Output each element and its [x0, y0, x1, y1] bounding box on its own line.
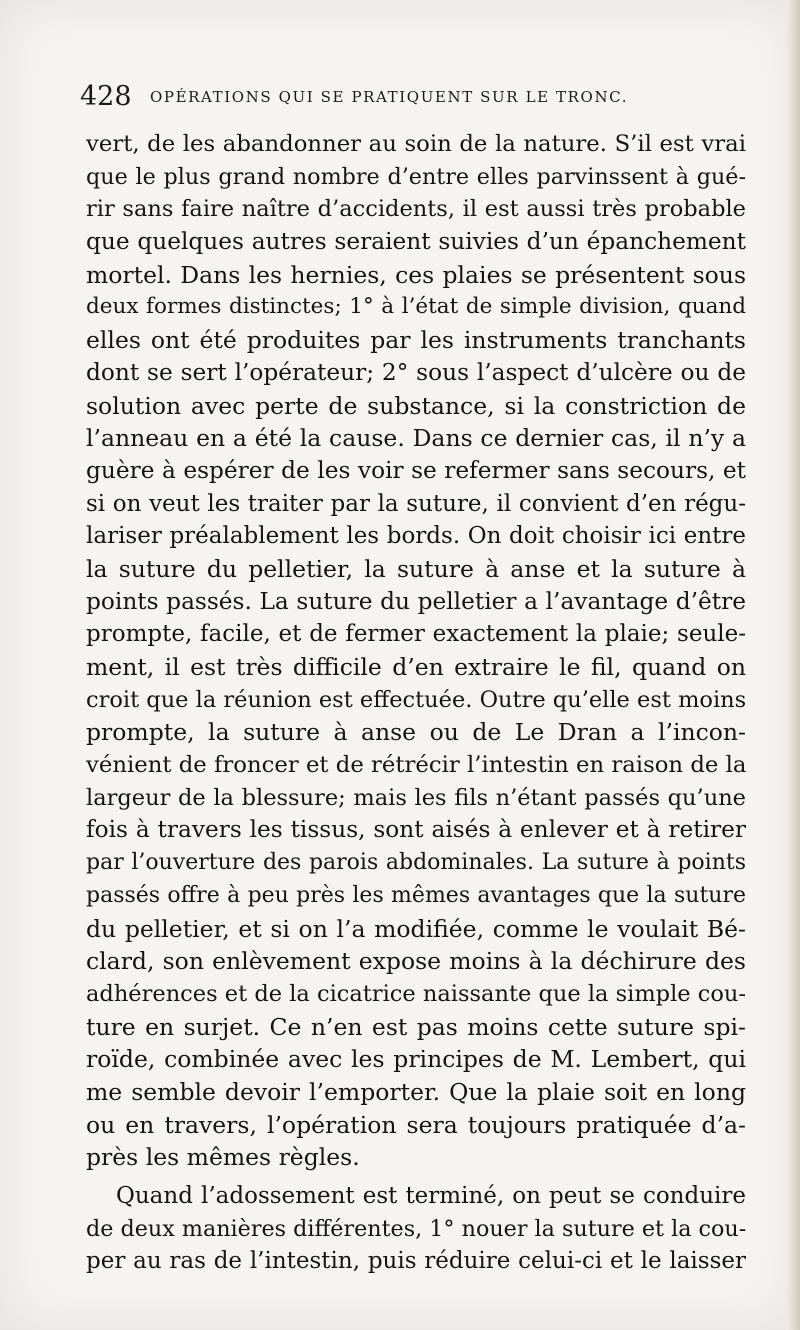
- text-line: passés offre à peu près les mêmes avantages que la suture: [86, 882, 746, 908]
- text-line: vénient de froncer et de rétrécir l’intestin en raison de la: [86, 752, 746, 779]
- text-line: guère à espérer de les voir se refermer sans secours, et: [86, 456, 746, 484]
- text-line: dont se sert l’opérateur; 2° sous l’aspect d’ulcère ou de: [86, 358, 746, 386]
- text-line: vert, de les abandonner au soin de la nature. S’il est vrai: [86, 131, 746, 157]
- paragraph-1: [86, 128, 746, 1174]
- text-line: près les mêmes règles.: [86, 1143, 360, 1172]
- text-line: mortel. Dans les hernies, ces plaies se présentent sous: [86, 260, 746, 289]
- body-text: [86, 128, 746, 1278]
- running-title: OPÉRATIONS QUI SE PRATIQUENT SUR LE TRONC.: [150, 88, 629, 106]
- text-line: la suture du pelletier, la suture à anse et la suture à: [86, 554, 746, 583]
- text-line: points passés. La suture du pelletier a l’avantage d’être: [86, 587, 746, 615]
- text-line: ture en surjet. Ce n’en est pas moins cette suture spi-: [86, 1012, 746, 1041]
- text-line: rir sans faire naître d’accidents, il est aussi très probable: [86, 196, 746, 223]
- page-number: 428: [80, 81, 132, 112]
- text-line: solution avec perte de substance, si la constriction de: [86, 391, 746, 420]
- page-edge-shadow: [786, 0, 800, 1330]
- text-line: de deux manières différentes, 1° nouer la suture et la cou-: [86, 1215, 746, 1242]
- text-line: ou en travers, l’opération sera toujours pratiquée d’a-: [86, 1110, 746, 1139]
- text-line: Quand l’adossement est terminé, on peut se conduire: [116, 1183, 746, 1209]
- text-line: l’anneau en a été la cause. Dans ce dernier cas, il n’y a: [86, 424, 746, 453]
- text-line: fois à travers les tissus, sont aisés à enlever et à retirer: [86, 816, 746, 844]
- text-line: que le plus grand nombre d’entre elles parvinssent à gué-: [86, 163, 746, 190]
- paragraph-2: [86, 1180, 746, 1278]
- text-line: lariser préalablement les bords. On doit choisir ici entre: [86, 523, 746, 550]
- text-line: si on veut les traiter par la suture, il convient d’en régu-: [86, 490, 746, 517]
- text-line: adhérences et de la cicatrice naissante que la simple cou-: [86, 980, 746, 1007]
- text-line: clard, son enlèvement expose moins à la déchirure des: [86, 947, 746, 976]
- text-line: par l’ouverture des parois abdominales. La suture à points: [86, 850, 746, 876]
- text-line: que quelques autres seraient suivies d’un épanchement: [86, 228, 746, 256]
- text-line: prompte, facile, et de fermer exactement la plaie; seule-: [86, 621, 746, 648]
- text-line: deux formes distinctes; 1° à l’état de simple division, quand: [86, 294, 746, 320]
- text-line: croit que la réunion est effectuée. Outre qu’elle est moins: [86, 686, 746, 713]
- text-line: per au ras de l’intestin, puis réduire celui-ci et le laisser: [86, 1248, 746, 1275]
- text-line: largeur de la blessure; mais les fils n’étant passés qu’une: [86, 784, 746, 811]
- text-line: roïde, combinée avec les principes de M. Lembert, qui: [86, 1045, 746, 1074]
- text-line: prompte, la suture à anse ou de Le Dran a l’incon-: [86, 718, 746, 747]
- text-line: ment, il est très difficile d’en extraire le fil, quand on: [86, 653, 746, 681]
- page-header: [80, 80, 740, 114]
- text-line: elles ont été produites par les instruments tranchants: [86, 326, 746, 355]
- text-line: du pelletier, et si on l’a modifiée, comme le voulait Bé-: [86, 914, 746, 943]
- text-line: me semble devoir l’emporter. Que la plaie soit en long: [86, 1077, 746, 1106]
